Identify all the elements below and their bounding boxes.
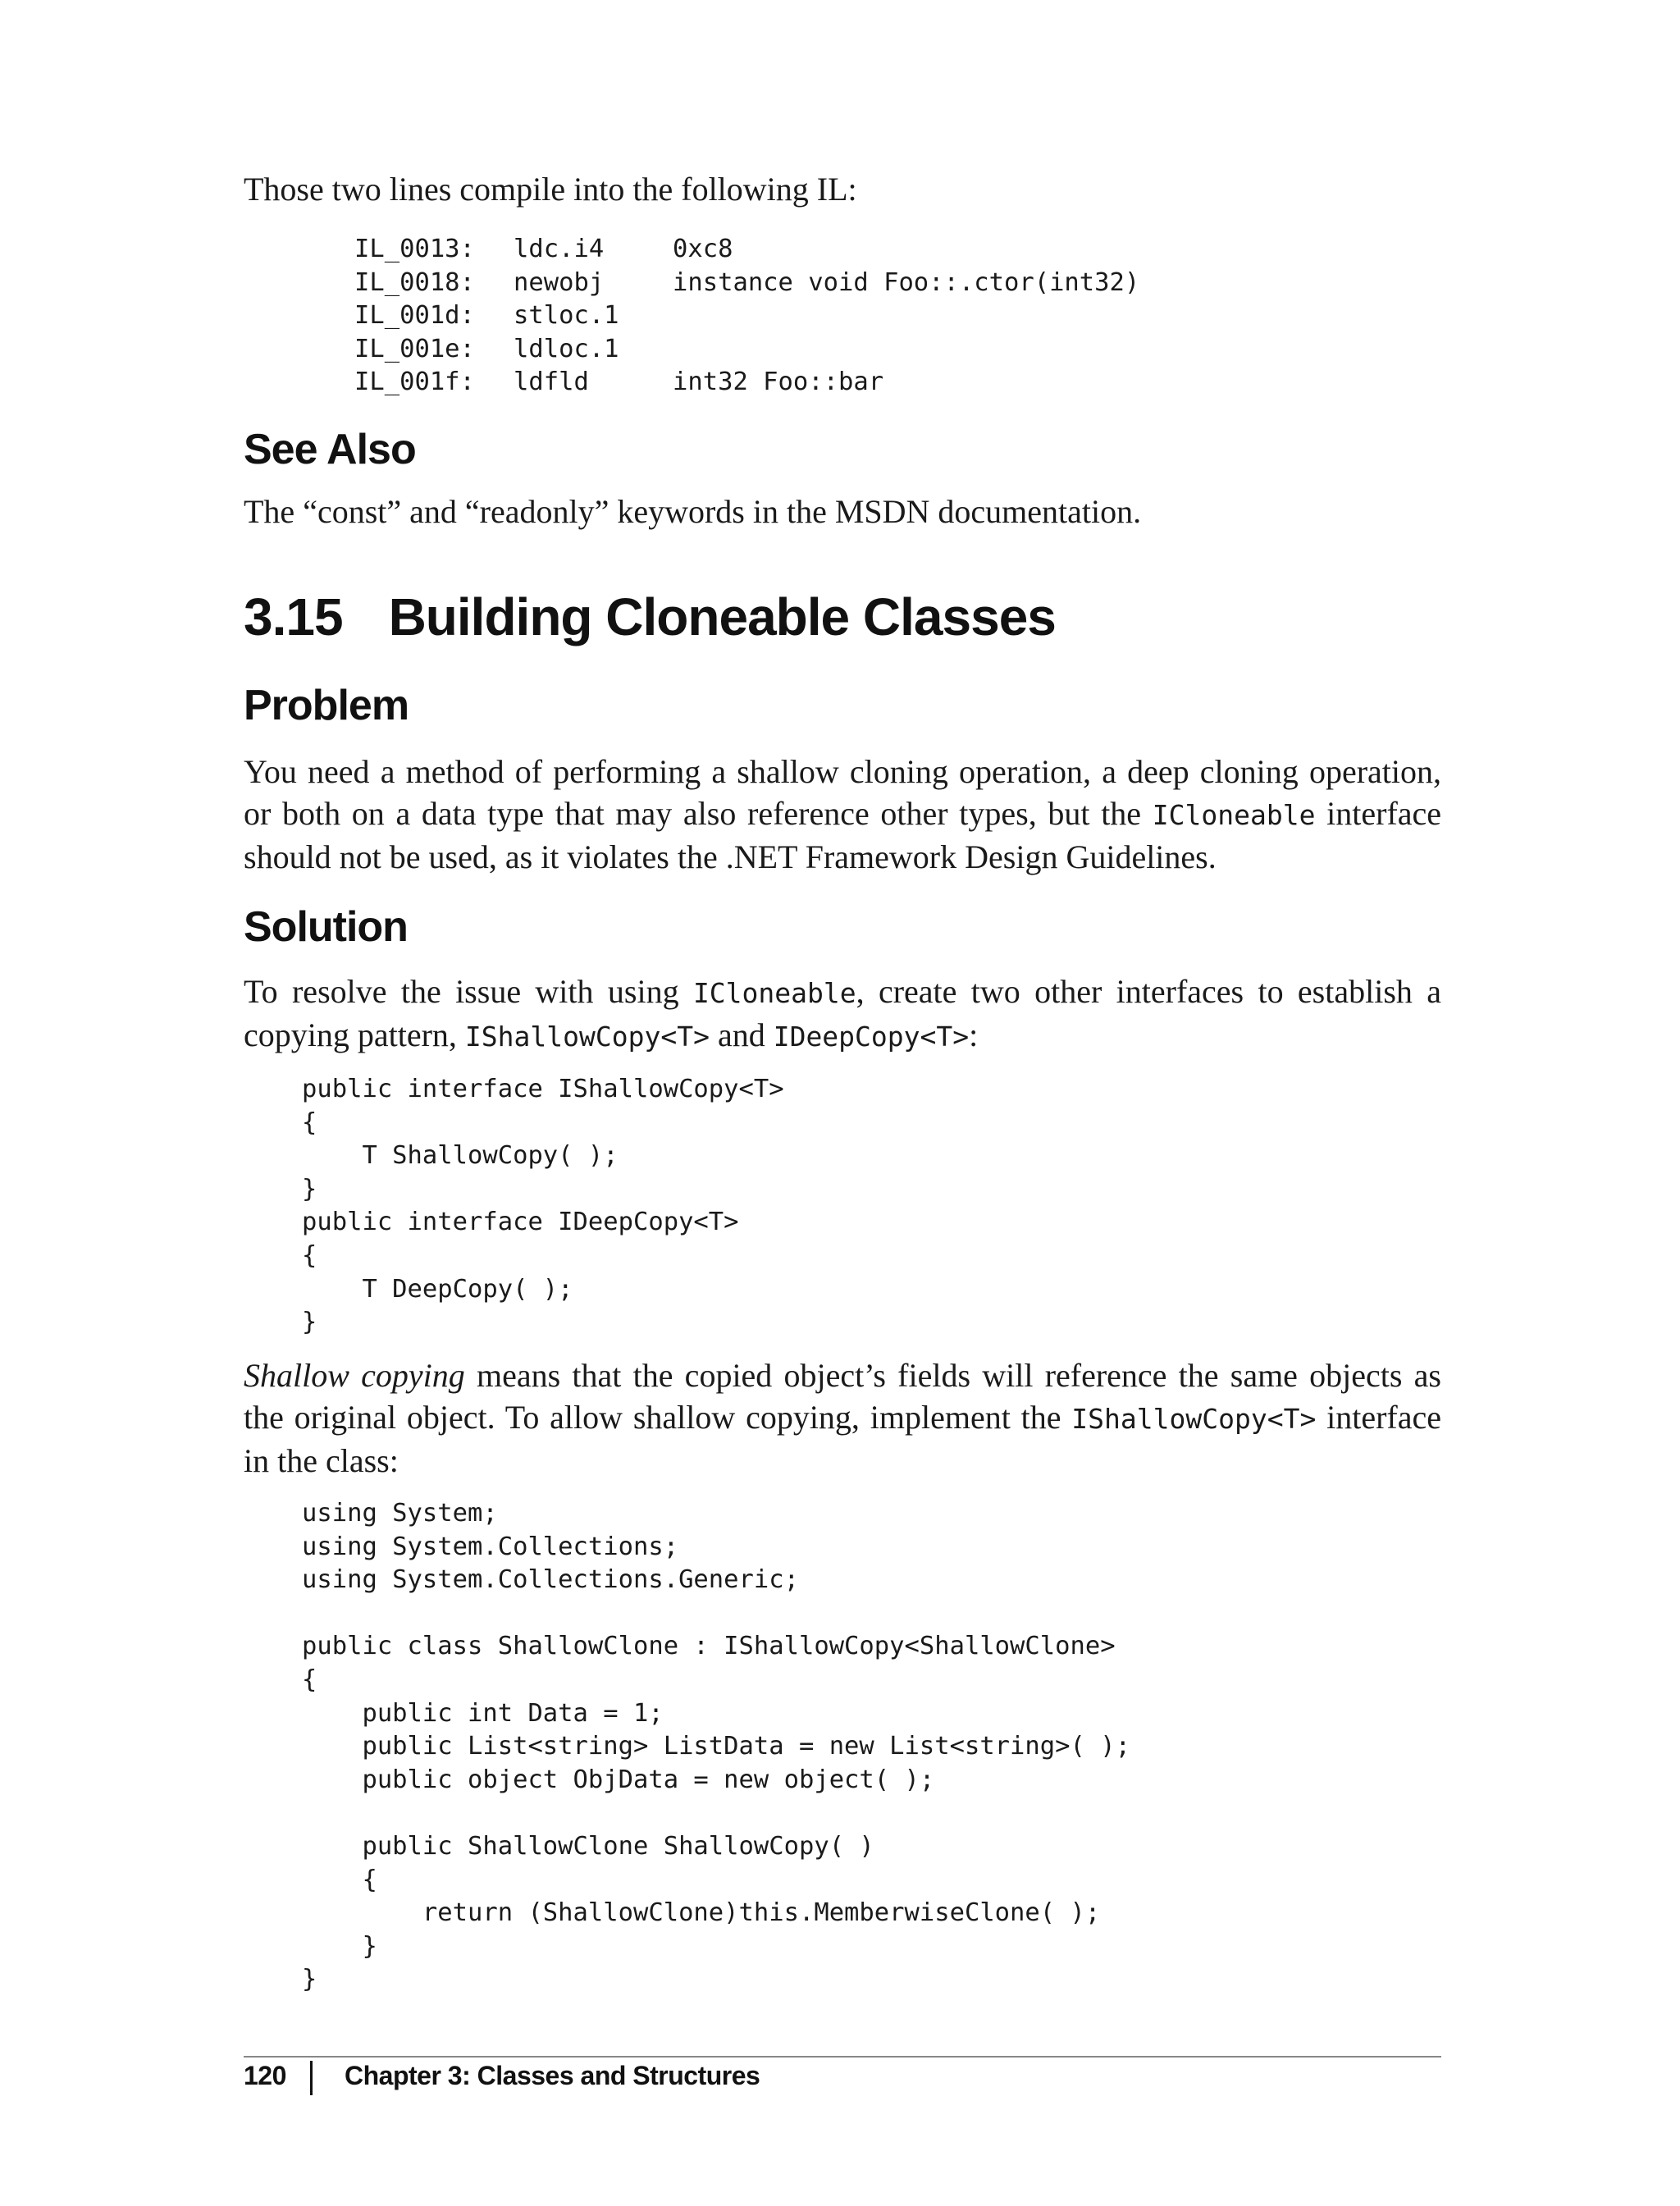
il-label: IL_0018: [354, 267, 475, 297]
intro-text: Those two lines compile into the following IL: [244, 171, 857, 208]
il-label: IL_001f: [354, 368, 475, 397]
il-operand [673, 333, 1139, 367]
footer-separator [310, 2061, 313, 2095]
il-row [354, 299, 1139, 333]
il-opcode: stloc.1 [514, 301, 619, 331]
page-number: 120 [244, 2061, 286, 2090]
see-also-heading: See Also [244, 426, 416, 473]
inline-code: ICloneable [692, 977, 856, 1009]
il-opcode: newobj [514, 267, 605, 297]
il-row [354, 366, 1139, 400]
solution-text: To resolve the issue with using ICloneable, create two other interfaces to establish a copying pattern, IShallowCopy<T> and IDeepCopy<T>: [244, 973, 1442, 1053]
il-label: IL_0013: [354, 235, 475, 263]
il-opcode: ldc.i4 [514, 235, 605, 263]
il-label: IL_001e: [354, 334, 475, 363]
inline-code: IShallowCopy<T> [1071, 1403, 1317, 1435]
solution-heading: Solution [244, 903, 408, 951]
recipe-title [244, 587, 1056, 646]
il-operand [673, 299, 1139, 333]
shallow-copy-text: Shallow copying means that the copied object’s fields will reference the same objects as the original object. To allow shallow copying, implement the IShallowCopy<T> interface in the class: [244, 1357, 1442, 1479]
footer-rule [244, 2056, 1441, 2058]
il-row [354, 233, 1139, 267]
il-opcode: ldfld [514, 368, 589, 397]
inline-code: IShallowCopy<T> [464, 1021, 710, 1053]
recipe-name: Building Cloneable Classes [388, 587, 1056, 646]
problem-heading: Problem [244, 682, 409, 729]
il-row [354, 333, 1139, 367]
il-opcode: ldloc.1 [514, 334, 619, 363]
il-row [354, 267, 1139, 300]
il-operand: int32 Foo::bar [673, 368, 884, 397]
chapter-title: Chapter 3: Classes and Structures [345, 2061, 760, 2090]
il-operand: instance void Foo::.ctor(int32) [673, 267, 1140, 297]
problem-text: You need a method of performing a shallow cloning operation, a deep cloning operation, or both on a data type that may also reference other types, but the ICloneable interface should not be used, as it violates the .NET Framework Design Guidelines. [244, 753, 1442, 875]
il-operand: 0xc8 [673, 235, 733, 263]
inline-code: IDeepCopy<T> [773, 1021, 970, 1053]
recipe-number: 3.15 [244, 587, 343, 646]
see-also-text: The “const” and “readonly” keywords in the MSDN documentation. [244, 493, 1142, 530]
interfaces-code-block: public interface IShallowCopy<T> { T ShallowCopy( ); } public interface IDeepCopy<T> { T DeepCopy( ); } [302, 1075, 784, 1337]
il-listing [354, 233, 1139, 400]
shallow-clone-code-block: using System; using System.Collections; using System.Collections.Generic; public class ShallowClone : IShallowCopy<ShallowClone> { public int Data = 1; public List<string> ListData = new List<string>( ); public object ObjData = new object( ); public ShallowClone ShallowCopy( ) { return (ShallowClone)this.MemberwiseClone( ); } } [302, 1499, 1130, 1994]
inline-code: ICloneable [1152, 799, 1316, 831]
shallow-copy-term: Shallow copying [244, 1357, 465, 1394]
il-label: IL_001d: [354, 301, 475, 331]
